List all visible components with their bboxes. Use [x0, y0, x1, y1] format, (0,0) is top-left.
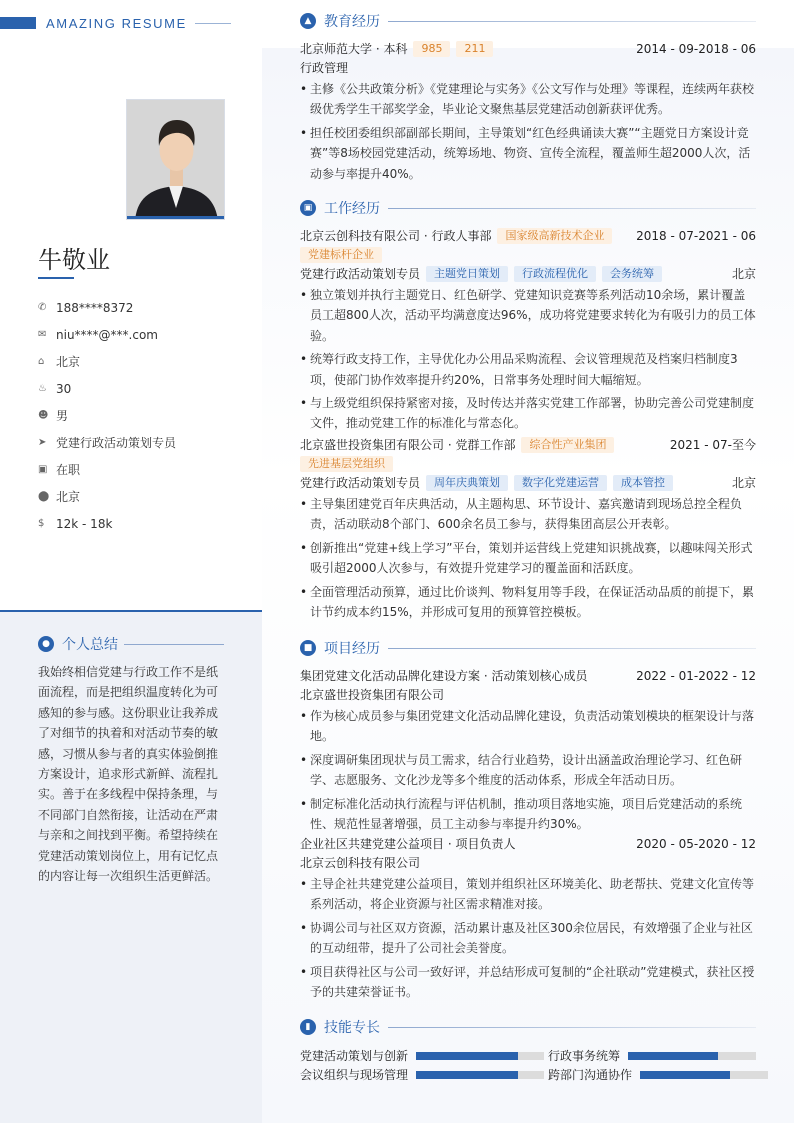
job-city: 北京 [731, 476, 756, 490]
skill-bar-fill [640, 1071, 730, 1079]
job-tag-row [300, 245, 756, 264]
skill-name: 行政事务统筹 [548, 1049, 621, 1063]
location-icon: ⬤ [38, 491, 50, 502]
education-bullets [300, 79, 756, 184]
info-row-gender [38, 402, 248, 429]
info-row-target-position [38, 429, 248, 456]
project-bullets [300, 706, 756, 834]
project-date: 2022 - 01-2022 - 12 [636, 668, 756, 683]
list-item: • 项目获得社区与公司一致好评，并总结形成可复制的“企社联动”党建模式，获社区授予的共建荣誉证书。 [300, 962, 756, 1003]
list-item: • 作为核心成员参与集团党建文化活动品牌化建设，负责活动策划模块的框架设计与落地。 [300, 706, 756, 747]
work-section-header [300, 198, 756, 218]
education-entry [300, 39, 756, 187]
skills-section-header [300, 1017, 756, 1037]
skill-name: 会议组织与现场管理 [300, 1068, 409, 1082]
project-org-row [300, 685, 756, 704]
work-entry-1 [300, 226, 756, 437]
briefcase-icon: ▣ [38, 464, 48, 475]
education-divider [388, 21, 756, 22]
skill-bar [416, 1052, 544, 1060]
skill-item [548, 1047, 756, 1064]
skill-bar-fill [416, 1071, 518, 1079]
education-tag: 985 [413, 41, 450, 57]
education-title: 教育经历 [324, 14, 380, 30]
list-item: • 主导集团建党百年庆典活动，从主题构思、环节设计、嘉宾邀请到现场总控全程负责，活动联动8个部门、600余名员工参与，获得集团高层公开表彰。 [300, 494, 756, 535]
education-tag: 211 [456, 41, 493, 57]
name-underline [38, 277, 74, 279]
user-icon: ● [38, 636, 54, 652]
company-tag: 综合性产业集团 [521, 437, 614, 453]
skill-name: 跨部门沟通协作 [548, 1068, 633, 1082]
skill-tag: 行政流程优化 [514, 266, 596, 282]
skill-item [300, 1047, 548, 1064]
project-entry-1 [300, 666, 756, 837]
grid-icon: ■ [300, 640, 316, 656]
info-row-status [38, 456, 248, 483]
project-header-row [300, 666, 756, 685]
company-name: 北京云创科技有限公司 · 行政人事部 [300, 229, 492, 243]
info-row-city [38, 483, 248, 510]
job-header-row [300, 435, 756, 454]
project-org: 北京盛世投资集团有限公司 [300, 688, 445, 702]
brand-header [0, 14, 231, 32]
skill-tag: 周年庆典策划 [426, 475, 508, 491]
expected-salary: 12k - 18k [56, 516, 113, 531]
photo-accent-bar [127, 216, 224, 219]
list-item: • 与上级党组织保持紧密对接，及时传达并落实党建工作部署，协助完善公司党建制度文件，推动党建工作的标准化与常态化。 [300, 393, 756, 434]
job-role: 党建行政活动策划专员 [300, 267, 421, 281]
job-date: 2018 - 07-2021 - 06 [636, 228, 756, 243]
list-item: • 担任校团委组织部副部长期间，主导策划“红色经典诵读大赛”“主题党日方案设计竞赛”等8场校园党建活动，统筹场地、物资、宣传全流程，覆盖师生超2000人次，活动参与率提升40%。 [300, 123, 756, 184]
home-icon: ⌂ [38, 356, 45, 367]
skill-name: 党建活动策划与创新 [300, 1049, 409, 1063]
skill-bar-fill [416, 1052, 518, 1060]
list-item: • 协调公司与社区双方资源，活动累计惠及社区300余位居民，有效增强了企业与社区的互动纽带，提升了公司社会美誉度。 [300, 918, 756, 959]
phone-number: 188****8372 [56, 300, 134, 315]
briefcase-icon: ▣ [300, 200, 316, 216]
skill-tag: 数字化党建运营 [514, 475, 607, 491]
list-item: • 深度调研集团现状与员工需求，结合行业趋势，设计出涵盖政治理论学习、红色研学、志愿服务、文化沙龙等多个维度的活动体系，形成全年活动日历。 [300, 750, 756, 791]
skills-row [300, 1046, 770, 1065]
work-divider [388, 208, 756, 209]
company-tag: 国家级高新技术企业 [497, 228, 612, 244]
send-icon: ➤ [38, 437, 47, 448]
job-role: 党建行政活动策划专员 [300, 476, 421, 490]
list-item: • 主导企社共建党建公益项目，策划并组织社区环境美化、助老帮扶、党建文化宣传等系列活动，将企业资源与社区需求精准对接。 [300, 874, 756, 915]
work-entry-2 [300, 435, 756, 625]
skill-bar [416, 1071, 544, 1079]
contact-info-list [38, 294, 248, 537]
summary-divider [124, 644, 224, 645]
age: 30 [56, 381, 72, 396]
job-date: 2021 - 07-至今 [669, 438, 756, 452]
skill-bar-fill [628, 1052, 718, 1060]
email-address: niu****@***.com [56, 327, 158, 342]
gender: 男 [56, 409, 69, 423]
salary-icon: $ [38, 518, 45, 529]
mail-icon: ✉ [38, 329, 47, 340]
job-city: 北京 [731, 267, 756, 281]
skills-row [300, 1065, 770, 1084]
info-row-email [38, 321, 248, 348]
candidate-name: 牛敬业 [38, 246, 110, 274]
phone-icon: ✆ [38, 302, 47, 313]
skill-bar [628, 1052, 756, 1060]
projects-title: 项目经历 [324, 641, 380, 657]
list-item: • 创新推出“党建+线上学习”平台，策划并运营线上党建知识挑战赛，以趣味闯关形式吸引超2000人次参与，有效提升党建学习的覆盖面和活跃度。 [300, 538, 756, 579]
job-status: 在职 [56, 463, 81, 477]
skills-title: 技能专长 [324, 1020, 380, 1036]
school-name: 北京师范大学 · 本科 [300, 42, 408, 56]
skills-list [300, 1046, 770, 1084]
list-item: • 独立策划并执行主题党日、红色研学、党建知识竞赛等系列活动10余场，累计覆盖员工超800人次，活动平均满意度达96%，成功将党建要求转化为有吸引力的员工体验。 [300, 285, 756, 346]
person-portrait-icon [127, 100, 225, 220]
education-date: 2014 - 09-2018 - 06 [636, 41, 756, 56]
project-org-row [300, 853, 756, 872]
project-entry-2 [300, 834, 756, 1005]
job-role-row [300, 473, 756, 492]
project-name: 企业社区共建党建公益项目 · 项目负责人 [300, 837, 516, 851]
info-row-phone [38, 294, 248, 321]
project-header-row [300, 834, 756, 853]
job-bullets [300, 494, 756, 622]
info-row-salary [38, 510, 248, 537]
summary-title: 个人总结 [62, 637, 118, 653]
brand-accent-bar [0, 17, 36, 29]
list-item: • 制定标准化活动执行流程与评估机制，推动项目落地实施，项目后党建活动的系统性、规范性显著增强，员工主动参与率提升约30%。 [300, 794, 756, 835]
major: 行政管理 [300, 61, 349, 75]
brand-divider [195, 23, 231, 24]
project-date: 2020 - 05-2020 - 12 [636, 836, 756, 851]
company-tag: 党建标杆企业 [300, 247, 382, 263]
skill-tag: 主题党日策划 [426, 266, 508, 282]
profile-photo [126, 99, 225, 220]
skills-divider [388, 1027, 756, 1028]
skill-item [300, 1066, 548, 1083]
target-position: 党建行政活动策划专员 [56, 436, 177, 450]
project-bullets [300, 874, 756, 1002]
face-icon: ☻ [38, 410, 49, 421]
job-tag-row [300, 454, 756, 473]
list-item: • 主修《公共政策分析》《党建理论与实务》《公文写作与处理》等课程，连续两年获校级优秀学生干部奖学金，毕业论文聚焦基层党建活动创新获评优秀。 [300, 79, 756, 120]
education-major-row [300, 58, 756, 77]
company-name: 北京盛世投资集团有限公司 · 党群工作部 [300, 438, 516, 452]
skill-item [548, 1066, 768, 1083]
skill-tag: 会务统筹 [602, 266, 662, 282]
summary-text: 我始终相信党建与行政工作不是纸面流程，而是把组织温度转化为可感知的参与感。这份职业让我养成了对细节的执着和对活动节奏的敏感，习惯从参与者的真实体验倒推方案设计，追求形式新鲜、流程扎实。善于在多线程中保持条理，与不同部门自然衔接，让活动在严肃与亲和之间找到平衡。希望持续在党建活动策划岗位上，用有记忆点的内容让每一次组织生活更鲜活。 [38, 665, 219, 884]
skill-bar [640, 1071, 768, 1079]
target-city: 北京 [56, 490, 81, 504]
list-item: • 全面管理活动预算，通过比价谈判、物料复用等手段，在保证活动品质的前提下，累计节约成本约15%，并形成可复用的预算管控模板。 [300, 582, 756, 623]
brand-text: AMAZING RESUME [46, 15, 187, 31]
skill-tag: 成本管控 [613, 475, 673, 491]
summary-section-header [38, 634, 224, 654]
info-row-hometown [38, 348, 248, 375]
cake-icon: ♨ [38, 383, 47, 394]
hometown: 北京 [56, 355, 81, 369]
project-org: 北京云创科技有限公司 [300, 856, 421, 870]
work-title: 工作经历 [324, 201, 380, 217]
projects-section-header [300, 638, 756, 658]
graduation-cap-icon: ▲ [300, 13, 316, 29]
list-item: • 统筹行政支持工作，主导优化办公用品采购流程、会议管理规范及档案归档制度3项，使部门协作效率提升约20%，日常事务处理时间大幅缩短。 [300, 349, 756, 390]
job-bullets [300, 285, 756, 434]
education-section-header [300, 11, 756, 31]
bar-chart-icon: ▮ [300, 1019, 316, 1035]
company-tag: 先进基层党组织 [300, 456, 393, 472]
job-header-row [300, 226, 756, 245]
education-header-row [300, 39, 756, 58]
projects-divider [388, 648, 756, 649]
info-row-age [38, 375, 248, 402]
project-name: 集团党建文化活动品牌化建设方案 · 活动策划核心成员 [300, 669, 588, 683]
job-role-row [300, 264, 756, 283]
